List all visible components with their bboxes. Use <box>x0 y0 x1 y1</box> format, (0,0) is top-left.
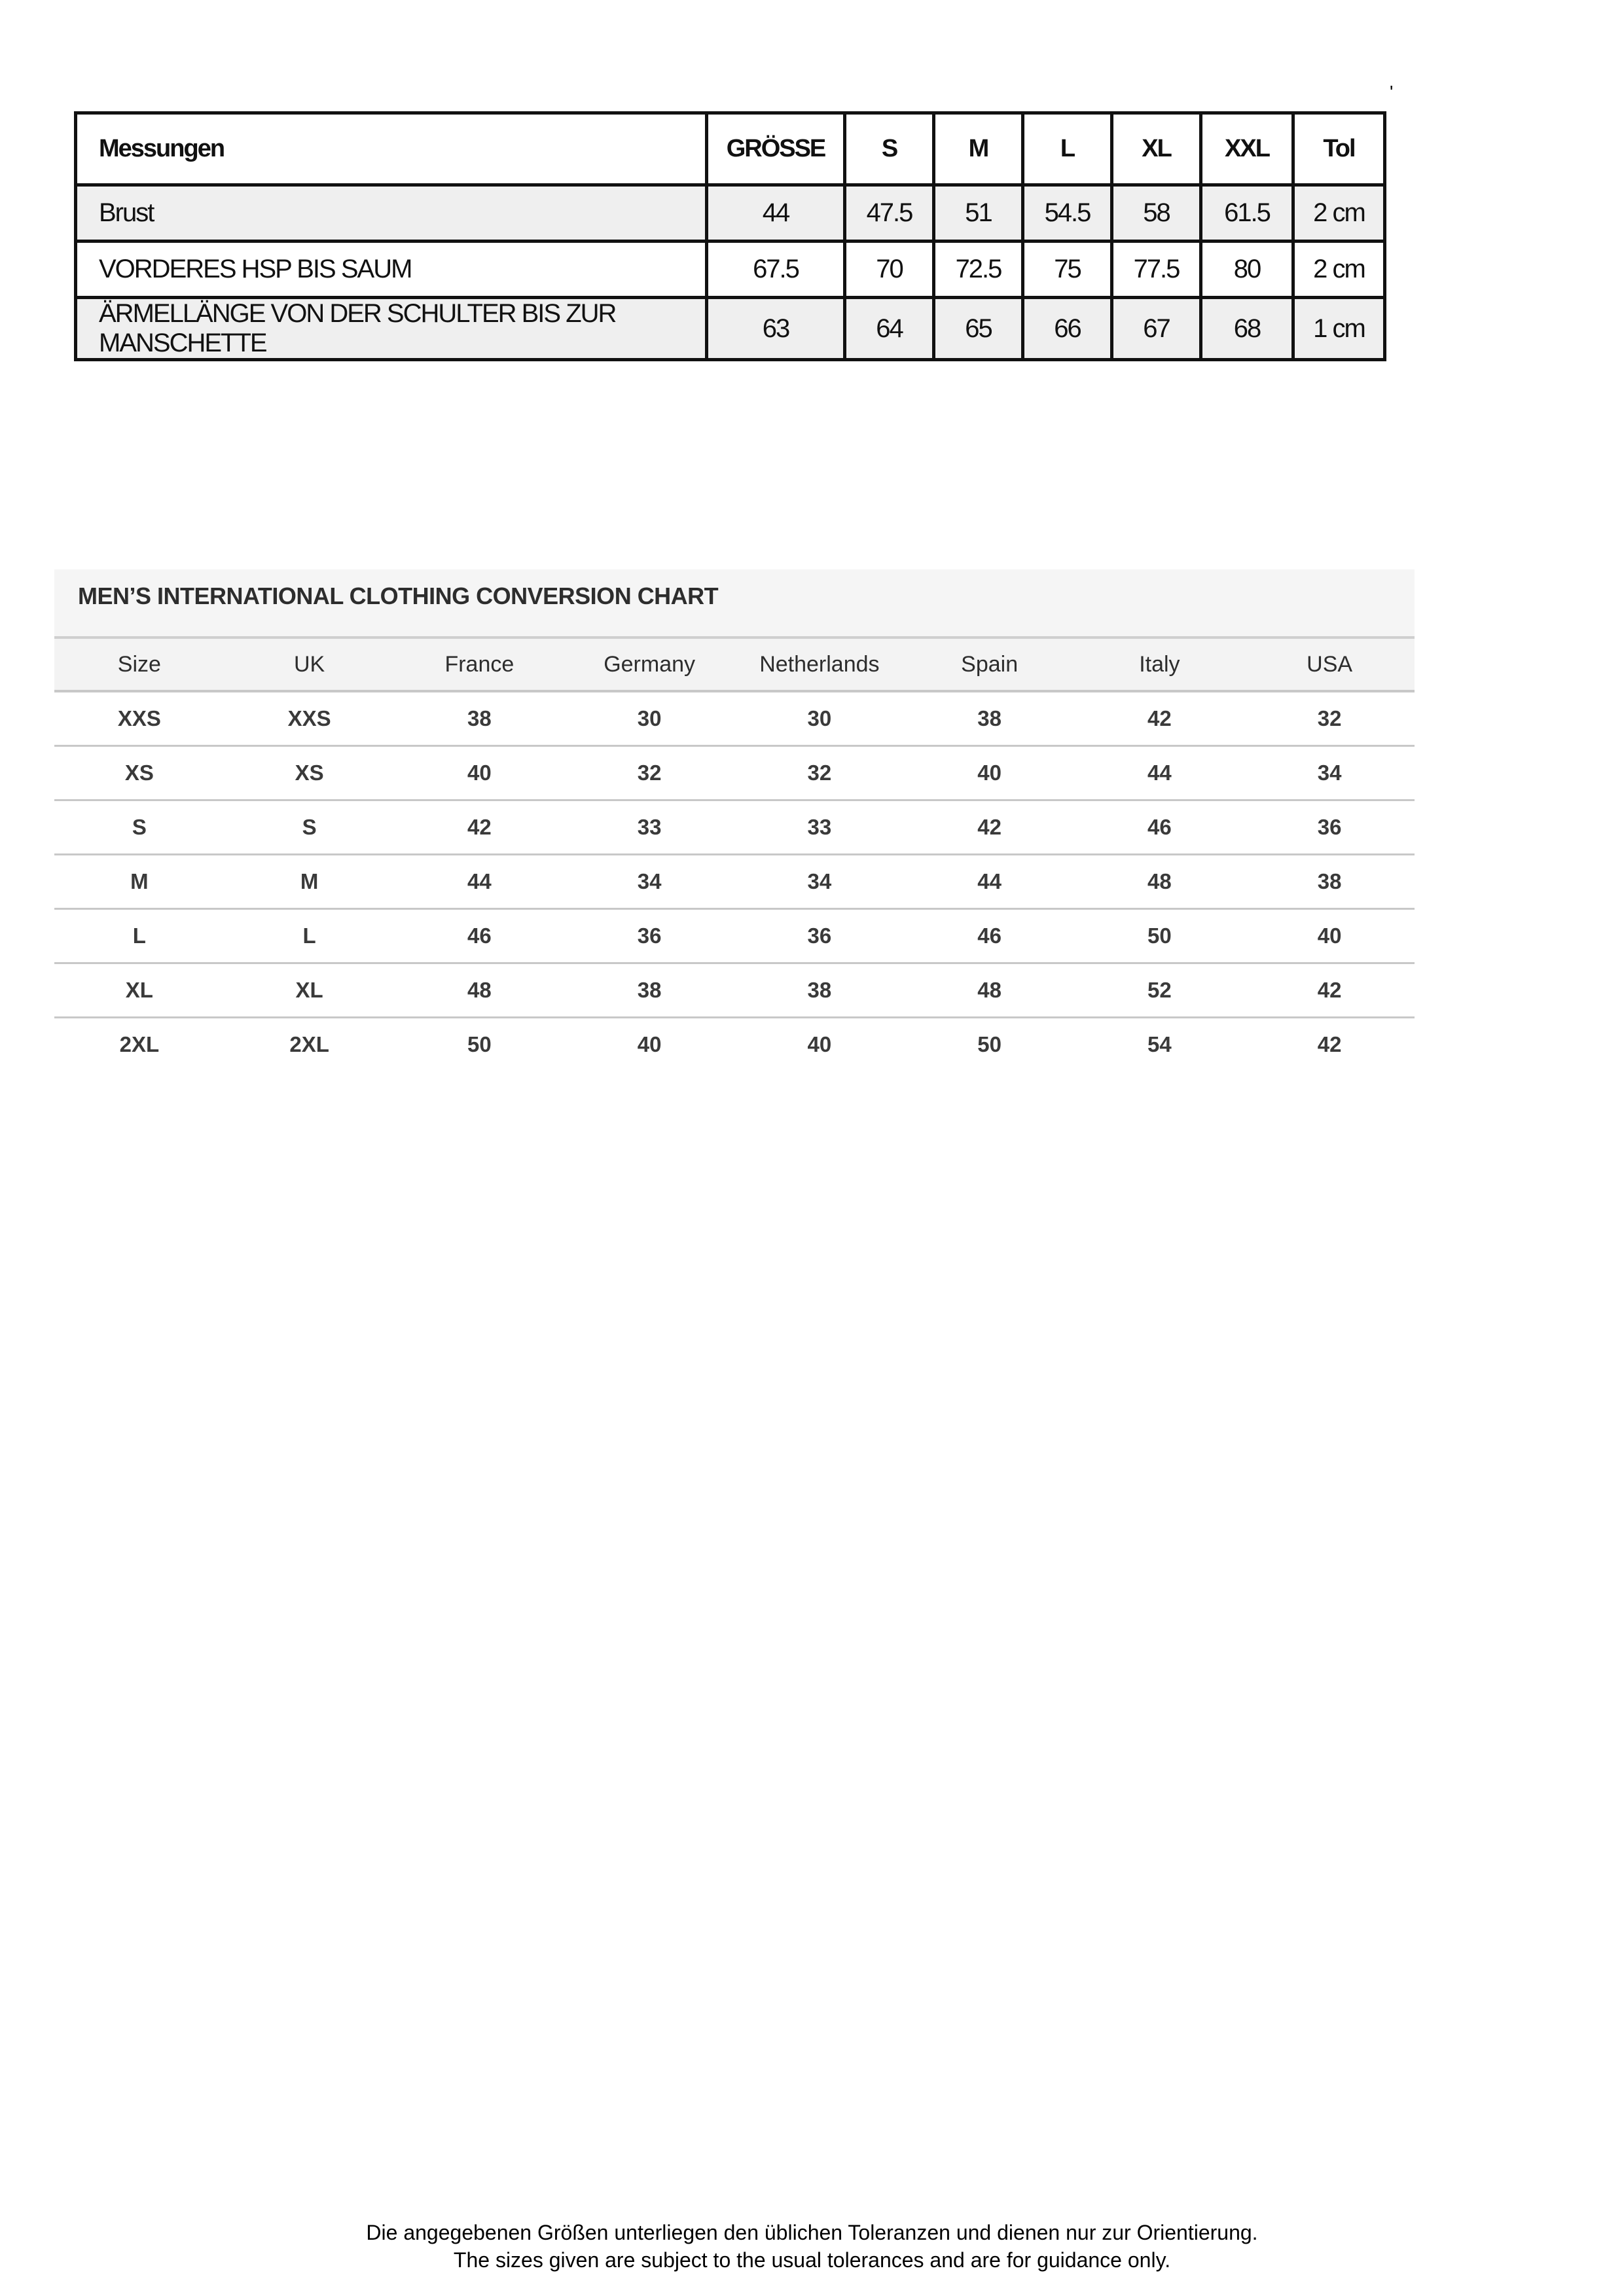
measurement-tolerance: 2 cm <box>1293 185 1385 242</box>
measurement-value: 67 <box>1112 298 1201 360</box>
conversion-chart-title: MEN’S INTERNATIONAL CLOTHING CONVERSION CHART <box>78 583 719 609</box>
measurement-label: ÄRMELLÄNGE VON DER SCHULTER BIS ZUR MANSCHETTE <box>76 298 707 360</box>
conversion-cell: S <box>225 800 395 855</box>
conversion-cell: 42 <box>905 800 1075 855</box>
conversion-cell: M <box>225 855 395 909</box>
measurement-value: 72.5 <box>934 242 1023 298</box>
measurement-value: 68 <box>1201 298 1293 360</box>
conversion-cell: 46 <box>1075 800 1245 855</box>
conversion-cell: 42 <box>395 800 565 855</box>
conversion-title-bar <box>54 569 1415 639</box>
conversion-cell: 38 <box>734 963 905 1018</box>
footer-note <box>0 2219 1624 2274</box>
conversion-cell: 50 <box>1075 909 1245 963</box>
conversion-cell: 32 <box>564 746 734 800</box>
measurement-label: Brust <box>76 185 707 242</box>
conversion-cell: XL <box>225 963 395 1018</box>
conversion-row <box>54 1018 1415 1071</box>
conversion-cell: 48 <box>395 963 565 1018</box>
measurement-value: 61.5 <box>1201 185 1293 242</box>
measurement-value: 65 <box>934 298 1023 360</box>
measurement-value: 54.5 <box>1023 185 1112 242</box>
measurement-value: 63 <box>707 298 845 360</box>
conversion-cell: 54 <box>1075 1018 1245 1071</box>
conversion-header-cell: USA <box>1244 639 1415 691</box>
conversion-cell: 36 <box>734 909 905 963</box>
measurement-label: VORDERES HSP BIS SAUM <box>76 242 707 298</box>
conversion-cell: 32 <box>734 746 905 800</box>
conversion-header-cell: Germany <box>564 639 734 691</box>
measurements-header-cell: M <box>934 113 1023 185</box>
conversion-cell: 42 <box>1244 1018 1415 1071</box>
measurements-header-cell: GRÖSSE <box>707 113 845 185</box>
conversion-row <box>54 691 1415 746</box>
conversion-cell: XXS <box>225 691 395 746</box>
measurements-header-cell: L <box>1023 113 1112 185</box>
conversion-cell: 52 <box>1075 963 1245 1018</box>
conversion-header-cell: Netherlands <box>734 639 905 691</box>
measurement-value: 51 <box>934 185 1023 242</box>
conversion-cell: 2XL <box>54 1018 225 1071</box>
conversion-cell: 30 <box>564 691 734 746</box>
measurements-header-cell: XXL <box>1201 113 1293 185</box>
measurement-value: 67.5 <box>707 242 845 298</box>
conversion-row <box>54 800 1415 855</box>
conversion-cell: 36 <box>564 909 734 963</box>
conversion-cell: 40 <box>395 746 565 800</box>
measurements-header-cell: S <box>845 113 934 185</box>
measurement-value: 75 <box>1023 242 1112 298</box>
conversion-cell: 34 <box>734 855 905 909</box>
measurement-value: 77.5 <box>1112 242 1201 298</box>
measurements-header-cell: XL <box>1112 113 1201 185</box>
conversion-row <box>54 746 1415 800</box>
conversion-cell: 46 <box>395 909 565 963</box>
conversion-cell: 44 <box>1075 746 1245 800</box>
measurements-row <box>76 242 1385 298</box>
conversion-cell: 33 <box>734 800 905 855</box>
conversion-cell: 46 <box>905 909 1075 963</box>
measurements-header-cell: Tol <box>1293 113 1385 185</box>
conversion-cell: 40 <box>734 1018 905 1071</box>
conversion-header-cell: Italy <box>1075 639 1245 691</box>
conversion-cell: 34 <box>1244 746 1415 800</box>
conversion-cell: 50 <box>395 1018 565 1071</box>
conversion-cell: XS <box>225 746 395 800</box>
measurement-value: 58 <box>1112 185 1201 242</box>
measurement-value: 64 <box>845 298 934 360</box>
conversion-cell: 33 <box>564 800 734 855</box>
conversion-header-cell: Size <box>54 639 225 691</box>
measurement-tolerance: 1 cm <box>1293 298 1385 360</box>
conversion-cell: 32 <box>1244 691 1415 746</box>
conversion-cell: 30 <box>734 691 905 746</box>
conversion-cell: 38 <box>564 963 734 1018</box>
conversion-cell: XL <box>54 963 225 1018</box>
stray-mark: ʹ <box>1390 82 1394 102</box>
conversion-header-row <box>54 639 1415 691</box>
conversion-table <box>54 639 1415 1071</box>
conversion-cell: 38 <box>1244 855 1415 909</box>
conversion-cell: S <box>54 800 225 855</box>
conversion-header-cell: Spain <box>905 639 1075 691</box>
conversion-row <box>54 855 1415 909</box>
measurement-value: 44 <box>707 185 845 242</box>
measurement-value: 66 <box>1023 298 1112 360</box>
measurements-table <box>74 111 1386 361</box>
conversion-cell: 42 <box>1075 691 1245 746</box>
conversion-cell: 38 <box>395 691 565 746</box>
conversion-row <box>54 909 1415 963</box>
conversion-cell: L <box>225 909 395 963</box>
conversion-cell: 40 <box>1244 909 1415 963</box>
measurement-value: 47.5 <box>845 185 934 242</box>
measurement-tolerance: 2 cm <box>1293 242 1385 298</box>
conversion-cell: L <box>54 909 225 963</box>
measurement-value: 70 <box>845 242 934 298</box>
measurement-value: 80 <box>1201 242 1293 298</box>
conversion-cell: 44 <box>395 855 565 909</box>
conversion-chart <box>54 569 1415 1071</box>
measurements-header-cell: Messungen <box>76 113 707 185</box>
conversion-cell: 48 <box>905 963 1075 1018</box>
measurements-row <box>76 185 1385 242</box>
measurements-row <box>76 298 1385 360</box>
conversion-cell: 50 <box>905 1018 1075 1071</box>
footer-line-english: The sizes given are subject to the usual tolerances and are for guidance only. <box>453 2248 1171 2272</box>
conversion-cell: XXS <box>54 691 225 746</box>
conversion-cell: 40 <box>564 1018 734 1071</box>
conversion-cell: XS <box>54 746 225 800</box>
conversion-cell: 48 <box>1075 855 1245 909</box>
footer-line-german: Die angegebenen Größen unterliegen den üblichen Toleranzen und dienen nur zur Orientierung. <box>366 2221 1258 2244</box>
conversion-cell: 38 <box>905 691 1075 746</box>
conversion-cell: M <box>54 855 225 909</box>
conversion-cell: 40 <box>905 746 1075 800</box>
conversion-row <box>54 963 1415 1018</box>
conversion-cell: 2XL <box>225 1018 395 1071</box>
conversion-cell: 36 <box>1244 800 1415 855</box>
conversion-header-cell: UK <box>225 639 395 691</box>
conversion-cell: 34 <box>564 855 734 909</box>
measurements-header-row <box>76 113 1385 185</box>
conversion-cell: 44 <box>905 855 1075 909</box>
conversion-cell: 42 <box>1244 963 1415 1018</box>
conversion-header-cell: France <box>395 639 565 691</box>
